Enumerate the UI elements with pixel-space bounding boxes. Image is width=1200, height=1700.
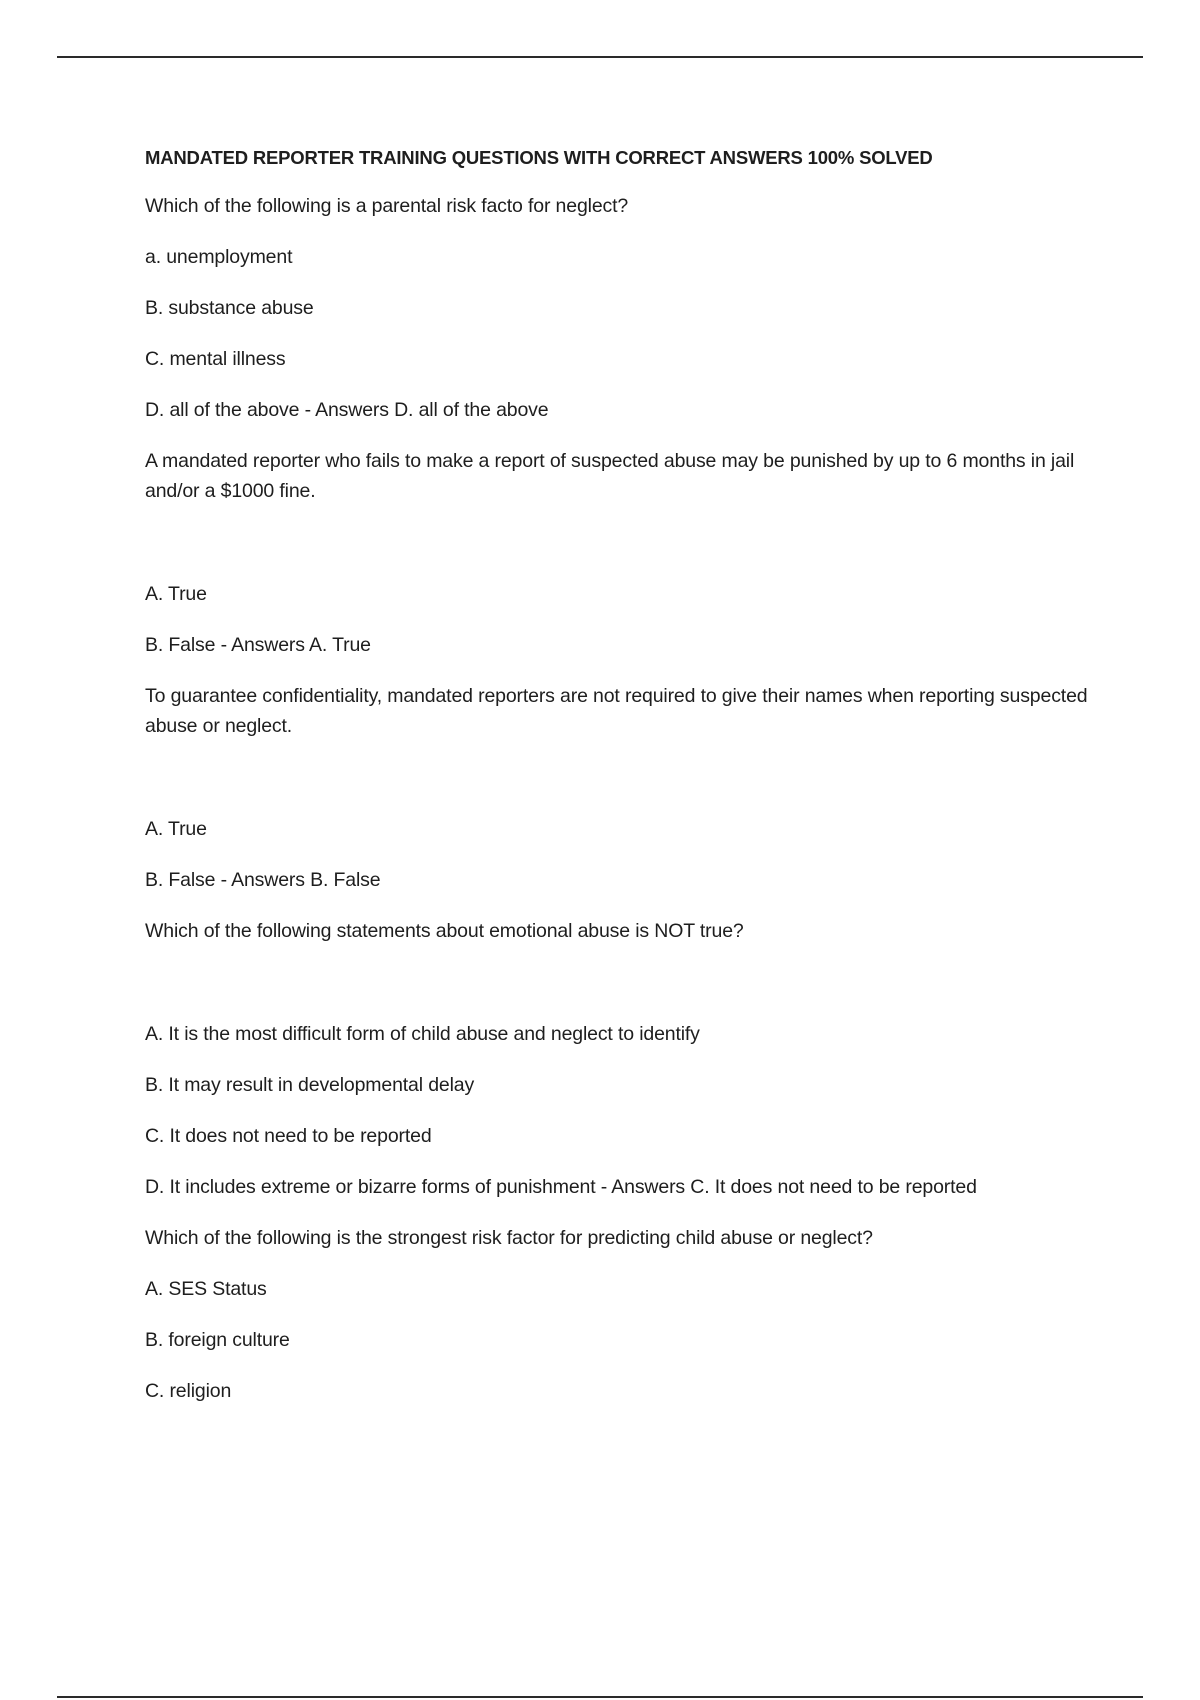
question-3-option-b: B. False - Answers B. False xyxy=(145,869,381,891)
question-1-option-c: C. mental illness xyxy=(145,348,286,370)
question-2-text: A mandated reporter who fails to make a report of suspected abuse may be punished by up to 6 months in jail and/or a $1000 fine. xyxy=(145,450,1075,502)
question-5-option-b: B. foreign culture xyxy=(145,1329,290,1351)
document-title: MANDATED REPORTER TRAINING QUESTIONS WITH CORRECT ANSWERS 100% SOLVED xyxy=(145,147,933,168)
question-2 xyxy=(145,446,1105,660)
question-4-option-d: D. It includes extreme or bizarre forms of punishment - Answers C. It does not need to be reported xyxy=(145,1176,977,1198)
question-4-text: Which of the following statements about emotional abuse is NOT true? xyxy=(145,920,744,942)
question-4-option-b: B. It may result in developmental delay xyxy=(145,1074,475,1096)
question-1-option-b: B. substance abuse xyxy=(145,297,314,319)
top-rule xyxy=(57,56,1143,58)
question-3 xyxy=(145,681,1105,895)
question-5-text: Which of the following is the strongest risk factor for predicting child abuse or neglect? xyxy=(145,1227,873,1249)
question-4-option-c: C. It does not need to be reported xyxy=(145,1125,432,1147)
document-body xyxy=(145,146,1105,1427)
question-1-option-d: D. all of the above - Answers D. all of the above xyxy=(145,399,549,421)
question-2-option-a: A. True xyxy=(145,583,207,605)
question-4-option-a: A. It is the most difficult form of child abuse and neglect to identify xyxy=(145,1023,700,1045)
question-2-option-b: B. False - Answers A. True xyxy=(145,634,371,656)
question-1 xyxy=(145,191,1105,425)
question-5-option-c: C. religion xyxy=(145,1380,232,1402)
question-4 xyxy=(145,916,1105,1202)
bottom-rule xyxy=(57,1696,1143,1698)
question-5-option-a: A. SES Status xyxy=(145,1278,267,1300)
question-5 xyxy=(145,1223,1105,1406)
question-1-text: Which of the following is a parental risk facto for neglect? xyxy=(145,195,629,217)
question-3-option-a: A. True xyxy=(145,818,207,840)
question-3-text: To guarantee confidentiality, mandated reporters are not required to give their names when reporting suspected abuse or neglect. xyxy=(145,685,1088,737)
question-1-option-a: a. unemployment xyxy=(145,246,293,268)
